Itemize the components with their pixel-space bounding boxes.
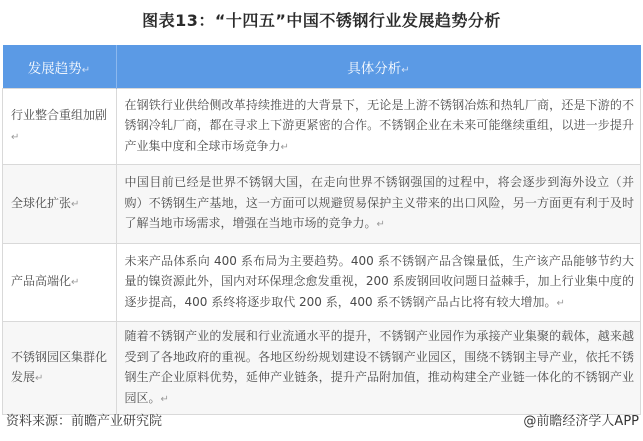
trend-cell <box>3 322 117 415</box>
chart-title: 图表13：“十四五”中国不锈钢行业发展趋势分析 <box>142 11 501 30</box>
paragraph-mark-icon: ↵ <box>11 131 20 143</box>
paragraph-mark-icon: ↵ <box>160 393 169 405</box>
credit-note: @前瞻经济学人APP <box>523 414 639 429</box>
paragraph-mark-icon: ↵ <box>71 198 80 210</box>
detail-cell <box>116 89 641 165</box>
detail-cell <box>116 244 641 322</box>
column-header-detail <box>116 45 641 89</box>
paragraph-mark-icon: ↵ <box>401 64 410 76</box>
trend-label: 行业整合重组加剧 <box>11 108 108 122</box>
detail-text: 未来产品体系向 400 系布局为主要趋势。400 系不锈钢产品含镍量低，生产该产品能够节约大量的镍资源此外，国内对环保理念愈发重视，200 系废钢回收问题日益棘手，加上行业集中度的逐步提高，400 系终将逐步取代 200 系，400 系不锈钢产品占比将有较大增加。 <box>124 253 634 309</box>
paragraph-mark-icon: ↵ <box>81 64 91 76</box>
table-header-row <box>3 45 641 89</box>
source-note: 资料来源：前瞻产业研究院 <box>6 414 163 429</box>
paragraph-mark-icon: ↵ <box>35 373 44 384</box>
table-row <box>3 89 641 165</box>
trend-cell <box>3 165 117 244</box>
paragraph-mark-icon: ↵ <box>280 141 289 153</box>
trend-cell <box>3 89 117 165</box>
header-label: 发展趋势 <box>27 60 82 77</box>
trend-label: 不锈钢园区集群化发展 <box>11 349 108 384</box>
table-row <box>3 322 641 415</box>
header-label: 具体分析 <box>347 60 402 77</box>
trend-analysis-table <box>2 45 641 415</box>
paragraph-mark-icon: ↵ <box>376 219 385 231</box>
detail-cell <box>116 322 641 415</box>
column-header-trend <box>3 45 117 89</box>
trend-label: 全球化扩张 <box>11 195 72 210</box>
table-row <box>3 244 641 322</box>
table-row <box>3 165 641 244</box>
detail-text: 中国目前已经是世界不锈钢大国，在走向世界不锈钢强国的过程中，将会逐步到海外设立（并购）不锈钢生产基地，这一方面可以规避贸易保护主义带来的出口风险，另一方面更有利于及时了解当地市场需求，增强在当地市场的竞争力。 <box>124 175 634 231</box>
detail-cell <box>116 165 641 244</box>
detail-text: 在钢铁行业供给侧改革持续推进的大背景下，无论是上游不锈钢冶炼和热轧厂商，还是下游的不锈钢冷轧厂商，都在寻求上下游更紧密的合作。不锈钢企业在未来可能继续重组，以进一步提升产业集中度和全球市场竞争力 <box>124 97 634 153</box>
paragraph-mark-icon: ↵ <box>556 297 565 309</box>
paragraph-mark-icon: ↵ <box>71 277 80 289</box>
detail-text: 随着不锈钢产业的发展和行业流通水平的提升，不锈钢产业园作为承接产业集聚的载体，越来越受到了各地政府的重视。各地区纷纷规划建设不锈钢产业园区，围绕不锈钢主导产业，依托不锈钢生产企业原料优势，延伸产业链条，提升产品附加值，推动构建全产业链一体化的不锈钢产业园区。 <box>124 329 634 405</box>
trend-label: 产品高端化 <box>11 274 72 289</box>
trend-cell <box>3 244 117 322</box>
